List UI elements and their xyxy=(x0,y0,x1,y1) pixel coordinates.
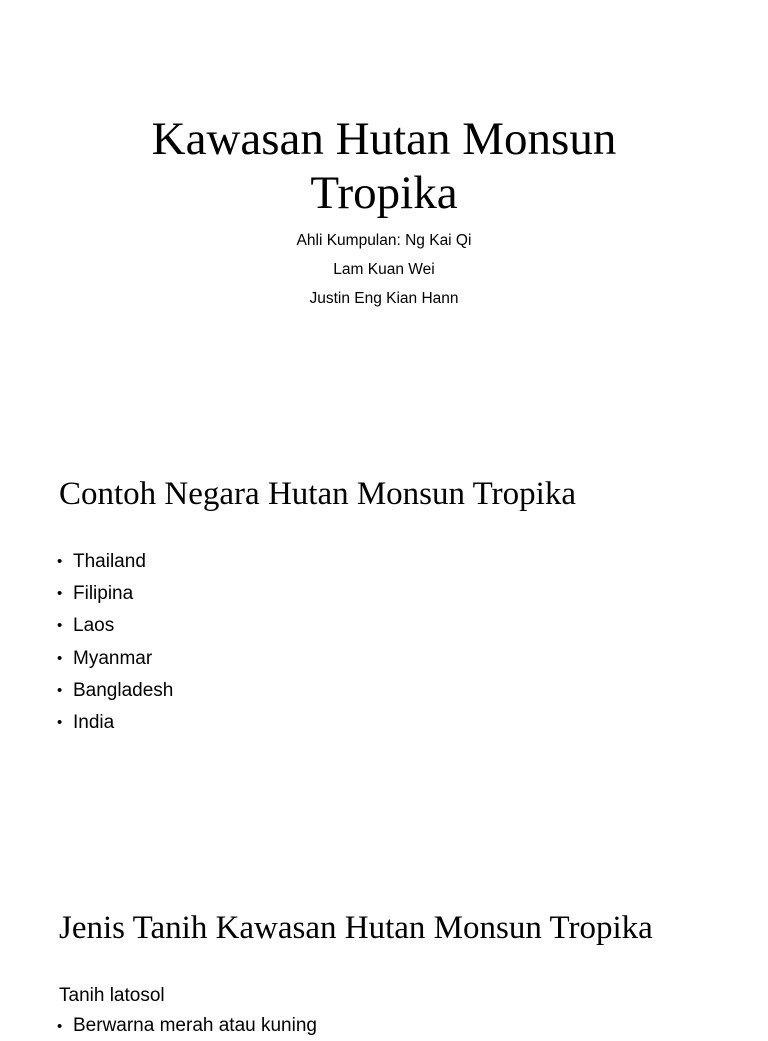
member-line-2: Lam Kuan Wei xyxy=(333,261,435,278)
title-slide xyxy=(0,0,768,420)
country-list xyxy=(57,548,173,741)
bullet-icon: • xyxy=(57,553,63,570)
list-item xyxy=(57,677,173,709)
partial-bullet-text: Berwarna merah atau kuning xyxy=(73,1015,317,1036)
countries-slide xyxy=(0,420,768,852)
bullet-icon: • xyxy=(57,1018,63,1035)
group-members xyxy=(0,228,768,315)
bullet-icon: • xyxy=(57,681,63,699)
partial-bullet xyxy=(57,1012,657,1041)
list-item xyxy=(57,645,173,677)
soil-type-text: Tanih latosol xyxy=(59,985,165,1006)
country-bangladesh: Bangladesh xyxy=(73,679,174,701)
list-item xyxy=(57,580,173,612)
countries-heading: Contoh Negara Hutan Monsun Tropika xyxy=(59,476,576,512)
country-laos: Laos xyxy=(73,615,115,637)
bullet-icon: • xyxy=(57,713,63,731)
country-filipina: Filipina xyxy=(73,583,134,605)
country-thailand: Thailand xyxy=(73,551,146,572)
list-item xyxy=(57,548,173,580)
bullet-icon: • xyxy=(57,649,63,667)
bullet-icon: • xyxy=(57,617,63,635)
member-line-3: Justin Eng Kian Hann xyxy=(309,290,459,307)
country-india: India xyxy=(73,711,115,733)
soil-heading: Jenis Tanih Kawasan Hutan Monsun Tropika xyxy=(59,910,653,946)
slide-title-text: Kawasan Hutan Monsun Tropika xyxy=(151,113,617,219)
list-item xyxy=(57,709,173,741)
country-myanmar: Myanmar xyxy=(73,647,153,669)
list-item xyxy=(57,612,173,644)
member-line-1: Ahli Kumpulan: Ng Kai Qi xyxy=(296,232,472,249)
slide-title xyxy=(0,112,768,220)
bullet-icon: • xyxy=(57,585,63,603)
soil-slide xyxy=(0,852,768,1036)
